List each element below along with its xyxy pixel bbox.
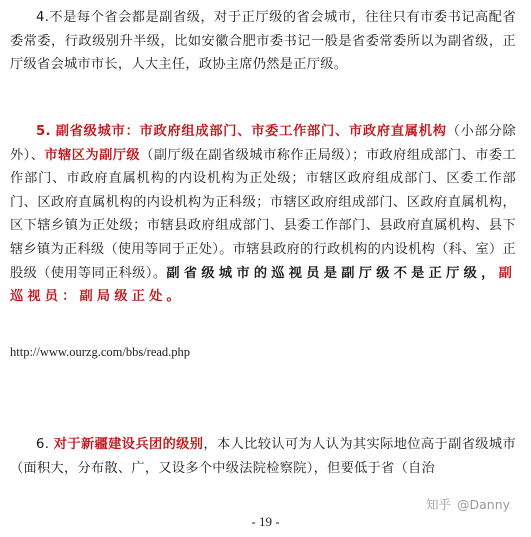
watermark-author: @Danny	[457, 496, 511, 512]
zhihu-watermark	[426, 495, 510, 513]
paragraph-4	[10, 6, 516, 77]
paragraph-5-conclusion-bold: 副省级城市的巡视员是副厅级不是正厅级，	[166, 265, 499, 281]
paragraph-6	[10, 433, 516, 480]
paragraph-5-conclusion-red: 副巡视员：副局级正处。	[10, 265, 516, 305]
paragraph-5-number: 5.	[36, 124, 51, 139]
paragraph-5-text-b: （副厅级在副省级城市称作正局级）；市政府组成部门、市委工作部门、市政府直属机构的内设机构为正处级；市辖区政府组成部门、区委工作部门、区政府直属机构的内设机构为正科级；市辖区政府组成部门、区政府直属机构，区下辖乡镇为正处级；市辖县政府组成部门、县委工作部门、县政府直属机构、县下辖乡镇为正科级（使用等同于正处）。市辖县政府的行政机构的内设机构（科、室）正股级（使用等同正科级）。	[10, 147, 516, 281]
page-number: - 19 -	[251, 514, 280, 529]
source-url: http://www.ourzg.com/bbs/read.php	[10, 345, 191, 359]
watermark-brand: 知乎	[426, 497, 452, 512]
paragraph-6-number: 6.	[36, 437, 50, 452]
paragraph-4-number: 4.	[36, 10, 50, 25]
paragraph-6-text: ，本人比较认可为人认为其实际地位高于副省级城市（面积大，分布散、广，又设多个中级法院检察院），但要低于省（自治	[10, 437, 516, 476]
paragraph-5	[10, 120, 516, 309]
paragraph-5-heading: 副省级城市：市政府组成部门、市委工作部门、市政府直属机构	[55, 124, 447, 139]
paragraph-5-text-a: （小部分除外）、	[10, 124, 517, 163]
paragraph-5-district-heading: 市辖区为副厅级	[44, 147, 141, 163]
paragraph-4-text: 不是每个省会都是副省级，对于正厅级的省会城市，往往只有市委书记高配省委常委，行政级别升半级，比如安徽合肥市委书记一般是省委常委所以为副省级，正厅级省会城市市长，人大主任，政协主席仍然是正厅级。	[10, 10, 516, 73]
paragraph-6-heading: 对于新疆建设兵团的级别	[53, 437, 204, 452]
